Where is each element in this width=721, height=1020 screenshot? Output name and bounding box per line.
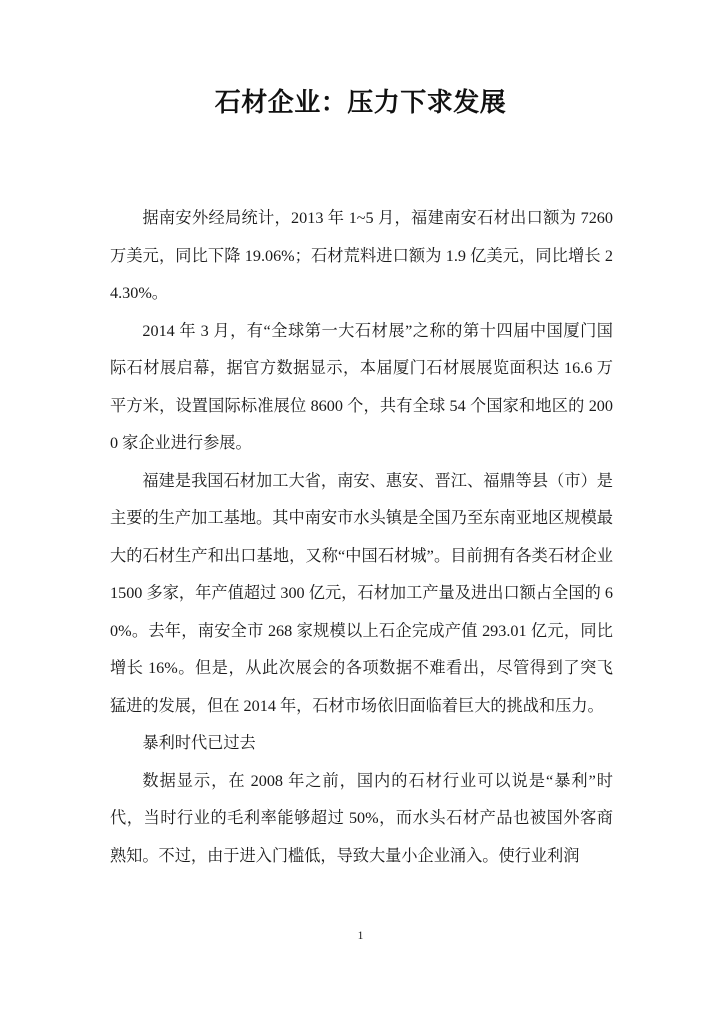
page-number: 1 (357, 930, 364, 942)
page-title: 石材企业：压力下求发展 (214, 87, 507, 117)
paragraph-4: 数据显示，在 2008 年之前，国内的石材行业可以说是“暴利”时代，当时行业的毛利率能够超过 50%，而水头石材产品也被国外客商熟知。不过，由于进入门槛低，导致大量小企业涌入。使行业利润 (110, 771, 613, 865)
paragraph-3: 福建是我国石材加工大省，南安、惠安、晋江、福鼎等县（市）是主要的生产加工基地。其中南安市水头镇是全国乃至东南亚地区规模最大的石材生产和出口基地，又称“中国石材城”。目前拥有各类石材企业 1500 多家，年产值超过 300 亿元，石材加工产量及进出口额占全国的 60%。去年，南安全市 268 家规模以上石企完成产值 293.01 亿元，同比增长 16%。但是，从此次展会的各项数据不难看出，尽管得到了突飞猛进的发展，但在 2014 年，石材市场依旧面临着巨大的挑战和压力。 (110, 471, 613, 715)
document-body (110, 200, 613, 875)
paragraph-1: 据南安外经局统计，2013 年 1~5 月，福建南安石材出口额为 7260 万美元，同比下降 19.06%；石材荒料进口额为 1.9 亿美元，同比增长 24.30%。 (110, 209, 613, 302)
paragraph-2: 2014 年 3 月，有“全球第一大石材展”之称的第十四届中国厦门国际石材展启幕，据官方数据显示，本届厦门石材展展览面积达 16.6 万平方米，设置国际标准展位 8600 个，共有全球 54 个国家和地区的 2000 家企业进行参展。 (110, 321, 613, 452)
section-subheading: 暴利时代已过去 (142, 734, 256, 752)
